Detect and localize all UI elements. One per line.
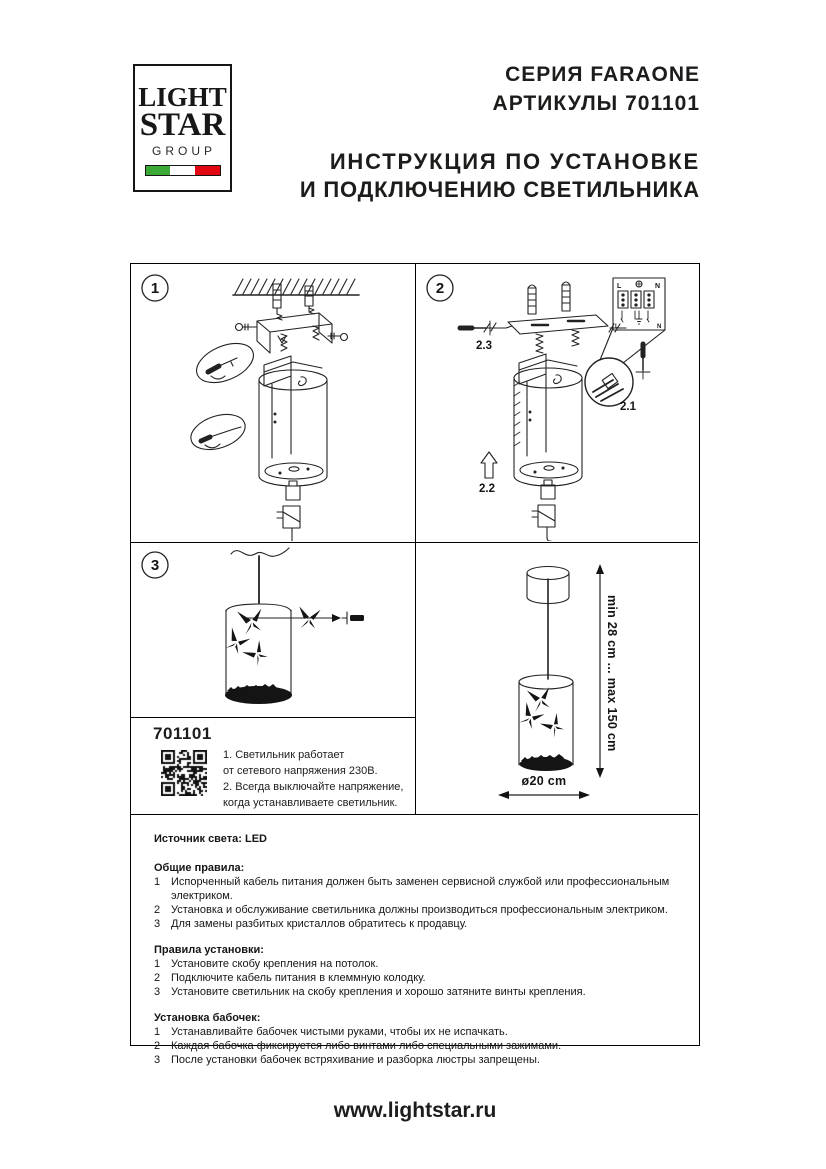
instruction-grid xyxy=(130,263,700,1066)
list-item: 3 Установите светильник на скобу крепления и хорошо затяните винты крепления. xyxy=(154,986,586,998)
safety-note-line: 2. Всегда выключайте напряжение, xyxy=(223,781,404,793)
label-2-2: 2.2 xyxy=(479,483,495,495)
height-dimension-label: min 28 cm ... max 150 cm xyxy=(605,595,619,752)
section-heading: Установка бабочек: xyxy=(154,1012,261,1024)
label-2-3: 2.3 xyxy=(476,340,492,352)
step1-panel xyxy=(131,264,416,543)
light-source-spec: Источник света: LED xyxy=(154,833,267,845)
step1-number: 1 xyxy=(150,280,160,297)
step2-panel xyxy=(416,264,698,543)
article-number: АРТИКУЛЫ 701101 xyxy=(492,92,700,115)
safety-note-line: 1. Светильник работает xyxy=(223,749,345,761)
step2-drawing xyxy=(416,264,696,541)
series-name: СЕРИЯ FARAONE xyxy=(505,63,700,86)
list-item: 3 После установки бабочек встряхивание и разборка люстры запрещены. xyxy=(154,1054,540,1066)
lightstar-logo xyxy=(133,64,232,192)
section-heading: Общие правила: xyxy=(154,862,245,874)
list-item: 1 Установите скобу крепления на потолок. xyxy=(154,958,379,970)
list-item: 1 Устанавливайте бабочек чистыми руками, чтобы их не испачкать. xyxy=(154,1026,508,1038)
logo-word-light: LIGHT xyxy=(138,82,227,112)
section-general-rules xyxy=(154,861,680,931)
website-url: www.lightstar.ru xyxy=(333,1099,497,1122)
text-instructions xyxy=(131,815,698,1066)
safety-note-line: от сетевого напряжения 230В. xyxy=(223,765,378,777)
section-heading: Правила установки: xyxy=(154,944,264,956)
qr-code xyxy=(161,750,207,796)
doc-title-line1: ИНСТРУКЦИЯ ПО УСТАНОВКЕ xyxy=(329,149,700,174)
logo-word-group: GROUP xyxy=(151,144,216,158)
diameter-dimension-label: ø20 cm xyxy=(521,774,567,788)
dimensions-drawing xyxy=(416,543,696,813)
safety-note xyxy=(223,747,403,811)
list-item: 3 Для замены разбитых кристаллов обратитесь к продавцу. xyxy=(154,918,468,930)
product-article: 701101 xyxy=(153,724,212,743)
section-installation-rules xyxy=(154,943,680,999)
logo-word-star: STAR xyxy=(139,107,226,143)
step2-number: 2 xyxy=(435,280,445,297)
terminal-wire-l: L xyxy=(615,324,619,330)
doc-title-line2: И ПОДКЛЮЧЕНИЮ СВЕТИЛЬНИКА xyxy=(299,177,700,202)
terminal-wire-n: N xyxy=(657,324,662,330)
step3-number: 3 xyxy=(150,557,160,574)
terminal-label-l: L xyxy=(617,283,622,290)
dimensions-panel xyxy=(416,543,698,815)
step3-drawing xyxy=(131,543,414,716)
document-header xyxy=(300,63,700,202)
list-item: 1 Испорченный кабель питания должен быть заменен сервисной службой или профессиональным электриком. xyxy=(154,876,670,902)
italian-flag-icon xyxy=(145,165,221,176)
list-item: 2 Установка и обслуживание светильника должны производиться профессиональным электриком. xyxy=(154,904,668,916)
list-item: 2 Подключите кабель питания в клеммную колодку. xyxy=(154,972,426,984)
terminal-label-n: N xyxy=(655,283,661,290)
step3-panel xyxy=(131,543,416,718)
list-item: 2 Каждая бабочка фиксируется либо винтами либо специальными зажимами. xyxy=(154,1040,562,1052)
section-butterfly-installation xyxy=(154,1011,680,1067)
label-2-1: 2.1 xyxy=(620,401,636,413)
step1-drawing xyxy=(131,264,414,541)
safety-note-line: когда устанавливаете светильник. xyxy=(223,797,398,809)
product-info-panel xyxy=(131,718,416,815)
